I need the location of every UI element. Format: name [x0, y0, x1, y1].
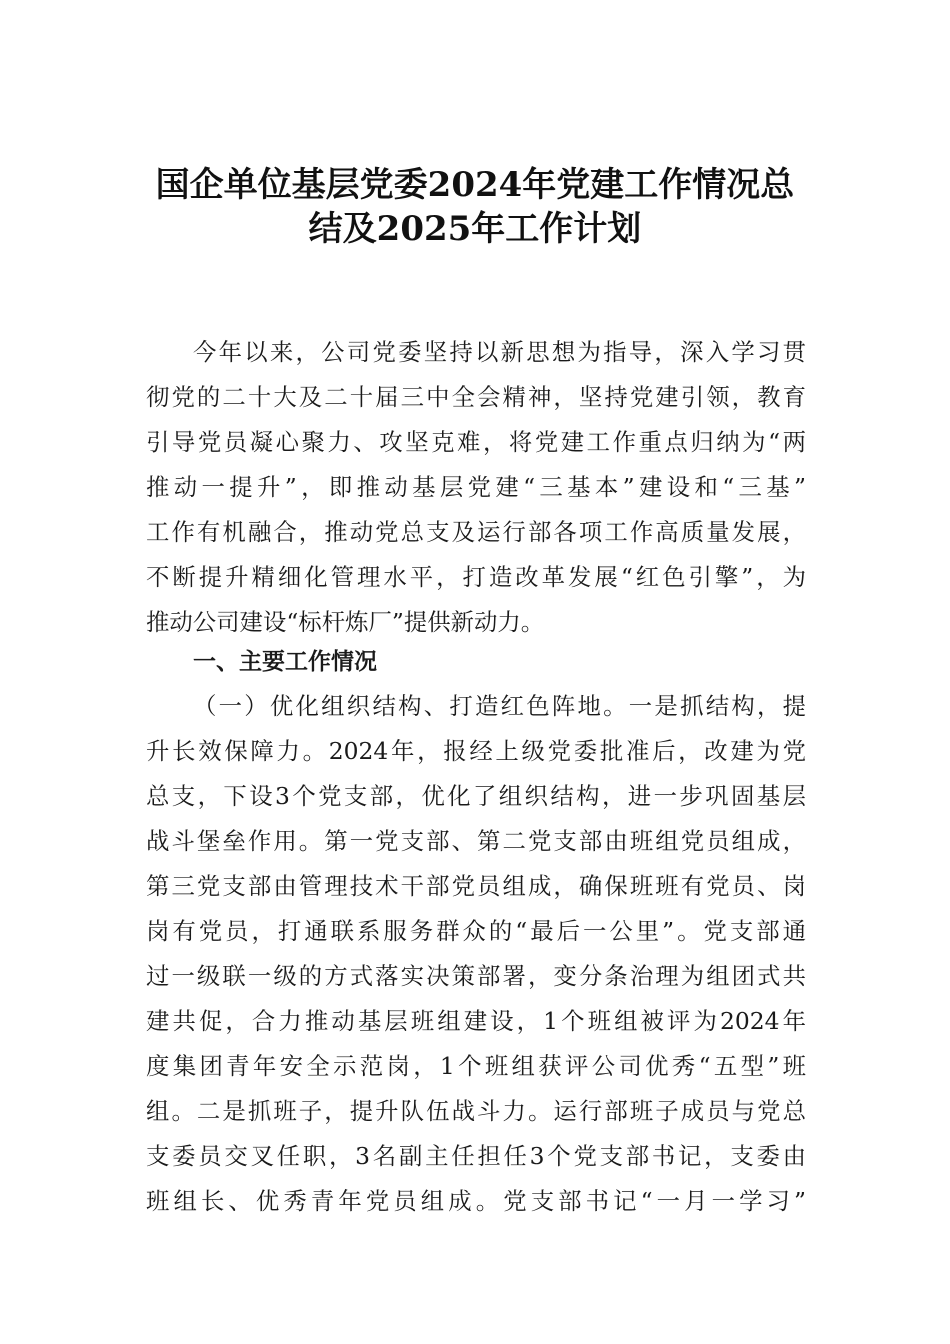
paragraph-line: 过一级联一级的方式落实决策部署，变分条治理为组团式共 [146, 962, 806, 990]
paragraph-line: 工作有机融合，推动党总支及运行部各项工作高质量发展， [146, 518, 806, 546]
paragraph-line: 升长效保障力。2024年，报经上级党委批准后，改建为党 [146, 737, 806, 765]
paragraph-line: 推动公司建设“标杆炼厂”提供新动力。 [146, 608, 545, 636]
paragraph-line: 支委员交叉任职，3名副主任担任3个党支部书记，支委由 [146, 1142, 806, 1170]
document-title-line-2: 结及2025年工作计划 [308, 209, 642, 249]
paragraph-line: 推动一提升”，即推动基层党建“三基本”建设和“三基” [146, 473, 806, 501]
paragraph-line: 总支，下设3个党支部，优化了组织结构，进一步巩固基层 [146, 782, 806, 810]
section-paragraph [146, 684, 806, 1224]
paragraph-line: 第三党支部由管理技术干部党员组成，确保班班有党员、岗 [146, 872, 806, 900]
intro-paragraph [146, 330, 806, 645]
paragraph-line: 今年以来，公司党委坚持以新思想为指导，深入学习贯 [193, 338, 806, 366]
document-title-line-1: 国企单位基层党委2024年党建工作情况总 [155, 165, 795, 205]
paragraph-line: 彻党的二十大及二十届三中全会精神，坚持党建引领，教育 [146, 383, 806, 411]
paragraph-line: 引导党员凝心聚力、攻坚克难，将党建工作重点归纳为“两 [146, 428, 806, 456]
paragraph-line: 战斗堡垒作用。第一党支部、第二党支部由班组党员组成， [146, 827, 806, 855]
paragraph-line: （一）优化组织结构、打造红色阵地。一是抓结构，提 [193, 692, 806, 720]
paragraph-line: 班组长、优秀青年党员组成。党支部书记“一月一学习” [146, 1187, 806, 1215]
paragraph-line: 岗有党员，打通联系服务群众的“最后一公里”。党支部通 [146, 917, 806, 945]
section-heading: 一、主要工作情况 [193, 649, 377, 675]
paragraph-line: 组。二是抓班子，提升队伍战斗力。运行部班子成员与党总 [146, 1097, 806, 1125]
paragraph-line: 度集团青年安全示范岗，1个班组获评公司优秀“五型”班 [146, 1052, 806, 1080]
paragraph-line: 建共促，合力推动基层班组建设，1个班组被评为2024年 [146, 1007, 806, 1035]
paragraph-line: 不断提升精细化管理水平，打造改革发展“红色引擎”，为 [146, 563, 806, 591]
